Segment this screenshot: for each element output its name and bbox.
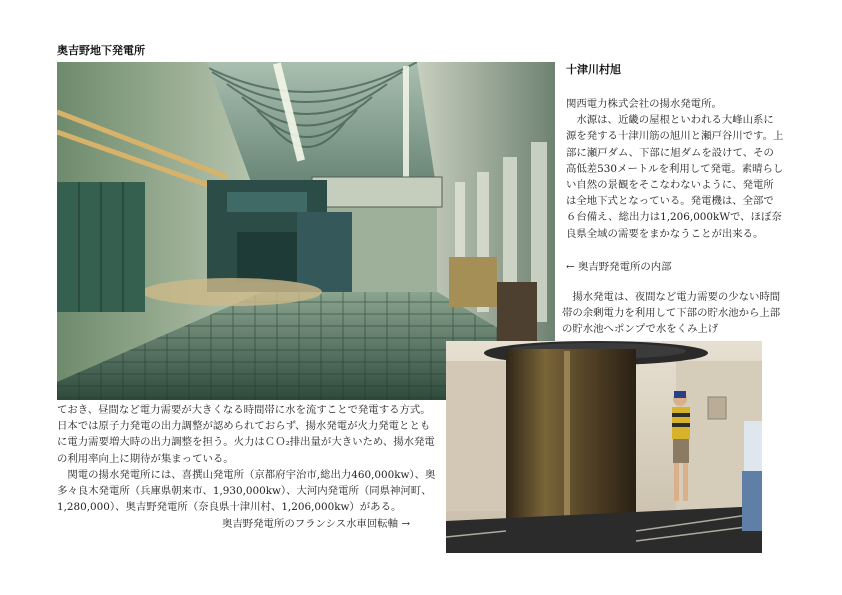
continuation-paragraph: ておき、昼間など電力需要が大きくなる時間帯に水を流すことで発電する方式。日本では原子力発電の出力調整が認められておらず、揚水発電が火力発電とともに電力需要増大時の出力調整を担う。火力はＣＯ₂排出量が大きいため、揚水発電の利用率向上に期待が集まっている。 <box>57 404 435 465</box>
turbine-shaft-photo <box>446 341 762 553</box>
page-title: 奥吉野地下発電所 <box>57 44 145 57</box>
intro-paragraph: 関西電力株式会社の揚水発電所。 <box>566 98 722 110</box>
location-label: 十津川村旭 <box>566 63 621 76</box>
right-column-text-2 <box>562 289 784 338</box>
hall-photo-caption: ← 奥吉野発電所の内部 <box>566 261 672 273</box>
right-column-text <box>566 96 784 242</box>
shaft-photo-caption: 奥吉野発電所のフランシス水車回転軸 → <box>222 518 411 530</box>
description-paragraph: 水源は、近畿の屋根といわれる大峰山系に源を発する十津川筋の旭川と瀬戸谷川です。上部に瀬戸ダム、下部に旭ダムを設けて、その高低差530メートルを利用して発電。素晴らしい自然の景観をそこなわないように、発電所は全地下式となっている。発電機は、全部で６台備え、総出力は1,206,000kWで、ほぼ奈良県全域の需要をまかなうことが出来る。 <box>566 114 784 240</box>
pumped-storage-paragraph: 揚水発電は、夜間など電力需要の少ない時間帯の余剰電力を利用して下部の貯水池から上部の貯水池へポンプで水をくみ上げ <box>562 291 781 336</box>
bottom-column-text <box>57 402 439 515</box>
stations-paragraph: 関電の揚水発電所には、喜撰山発電所（京都府宇治市,総出力460,000kw）、奥多々良木発電所（兵庫県朝来市、1,930,000kw）、大河内発電所（同県神河町、1,280,000）、奥吉野発電所（奈良県十津川村、1,206,000kw）がある。 <box>57 468 436 514</box>
